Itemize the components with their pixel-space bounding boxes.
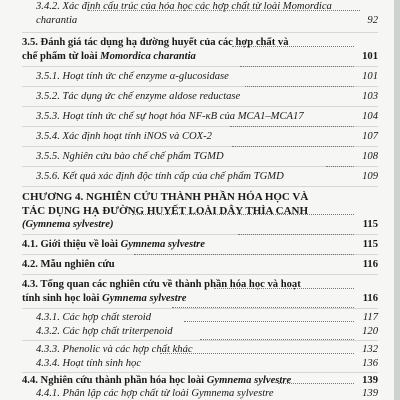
- leader-dots: [232, 145, 354, 147]
- toc-entry-label-italic: Momordica charantia: [100, 51, 196, 62]
- toc-entry-label: 4.3.4. Hoạt tính sinh học: [36, 358, 142, 369]
- toc-entry-label-plain: 4.4.1. Phân lập các hợp chất từ loài: [36, 388, 192, 399]
- toc-entry-label: 4.3.2. Các hợp chất triterpenoid: [36, 326, 173, 337]
- toc-entry-label: 4.3.1. Các hợp chất steroid: [36, 312, 152, 323]
- toc-page-number: 136: [362, 358, 378, 369]
- divider: [22, 106, 378, 107]
- leader-dots: [184, 320, 354, 322]
- toc-page-number: 115: [362, 219, 378, 230]
- toc-entry-label: 4.3.3. Phenolic và các hợp chất khác: [36, 344, 193, 355]
- toc-page-number: 107: [362, 131, 378, 142]
- toc-entry-label-plain: 4.1. Giới thiệu về loài: [22, 239, 121, 250]
- chapter-heading-line-1: CHƯƠNG 4. NGHIÊN CỨU THÀNH PHẦN HÓA HỌC VÀ: [22, 191, 309, 203]
- toc-page-number: 109: [362, 171, 378, 182]
- toc-entry-label-plain: chế phẩm từ loài: [22, 51, 101, 62]
- divider: [22, 308, 378, 309]
- toc-entry-label: 3.5.1. Hoạt tính ức chế enzyme α-glucosidase: [36, 71, 229, 82]
- toc-entry-label: 3.5.2. Tác dụng ức chế enzyme aldose reductase: [36, 91, 241, 102]
- toc-entry-label: 3.5.4. Xác định hoạt tính iNOS và COX-2: [36, 131, 212, 142]
- toc-entry-label: (Gymnema sylvestre): [22, 219, 114, 230]
- toc-entry-label: [22, 238, 205, 251]
- toc-page-number: 101: [362, 71, 378, 82]
- toc-page-number: 104: [362, 111, 378, 122]
- divider: [22, 274, 378, 275]
- toc-entry-label: 4.2. Mẫu nghiên cứu: [22, 259, 115, 270]
- toc-entry-label: charantia: [36, 15, 78, 26]
- toc-entry-label: 3.5.5. Nghiên cứu bào chế chế phẩm TGMD: [36, 151, 224, 162]
- leader-dots: [245, 85, 354, 87]
- toc-entry-label-plain: tính sinh học loài: [22, 293, 103, 304]
- leader-dots: [238, 233, 354, 235]
- toc-entry-label-italic: Gymnema sylvestre: [102, 293, 187, 304]
- toc-page-number: 139: [362, 388, 378, 399]
- toc-page-number: 116: [362, 293, 378, 304]
- toc-entry-label: [22, 374, 291, 387]
- leader-dots: [230, 125, 354, 127]
- toc-page-number: 108: [362, 151, 378, 162]
- toc-page-number: 117: [362, 312, 378, 323]
- divider: [22, 372, 378, 373]
- divider: [22, 340, 378, 341]
- leader-dots: [326, 165, 354, 167]
- divider: [22, 186, 378, 187]
- leader-dots: [214, 287, 354, 289]
- toc-page-number: 116: [362, 259, 378, 270]
- leader-dots: [278, 382, 354, 384]
- toc-page-number: 101: [362, 51, 378, 62]
- toc-page-number: 115: [362, 239, 378, 250]
- toc-entry-label-italic: Gymnema sylvestre: [206, 375, 292, 386]
- toc-entry-label-italic: Gymnema sylvestre: [191, 388, 274, 399]
- leader-dots: [240, 65, 354, 67]
- toc-entry-label: 3.5. Đánh giá tác dụng hạ đường huyết của các hợp chất và: [22, 37, 289, 48]
- leader-dots: [232, 45, 354, 47]
- toc-page-number: 120: [362, 326, 378, 337]
- leader-dots: [132, 213, 354, 215]
- leader-dots: [200, 338, 354, 340]
- toc-entry-label: [22, 292, 187, 305]
- divider: [22, 166, 378, 167]
- leader-dots: [160, 352, 354, 354]
- toc-entry-label: 4.3. Tổng quan các nghiên cứu về thành phần hóa học và hoạt: [22, 279, 301, 290]
- leader-dots: [172, 306, 354, 308]
- chapter-heading-line-2: TÁC DỤNG HẠ ĐƯỜNG HUYẾT LOÀI DÂY THÌA CANH: [22, 205, 309, 217]
- toc-entry-label: 3.5.3. Hoạt tính ức chế sự hoạt hóa NF-κB của MCA1–MCA17: [36, 111, 304, 122]
- toc-page-number: 132: [362, 344, 378, 355]
- toc-entry-label: 3.4.2. Xác định cấu trúc của hóa học các hợp chất từ loài Momordica: [36, 1, 332, 12]
- page-edge: [394, 0, 400, 400]
- toc-page-number: 92: [367, 15, 378, 26]
- toc-entry-label: [22, 50, 196, 63]
- divider: [22, 32, 378, 33]
- leader-dots: [134, 253, 354, 255]
- toc-entry-label: 3.5.6. Kết quả xác định độc tính cấp của chế phẩm TGMD: [36, 171, 284, 182]
- leader-dots: [88, 9, 360, 11]
- toc-entry-label-plain: 4.4. Nghiên cứu thành phần hóa học loài: [22, 375, 207, 386]
- toc-entry-label-italic: Gymnema sylvestre: [120, 239, 205, 250]
- toc-page-number: 139: [362, 375, 378, 386]
- toc-page-number: 103: [362, 91, 378, 102]
- toc-entry-label: [36, 387, 274, 400]
